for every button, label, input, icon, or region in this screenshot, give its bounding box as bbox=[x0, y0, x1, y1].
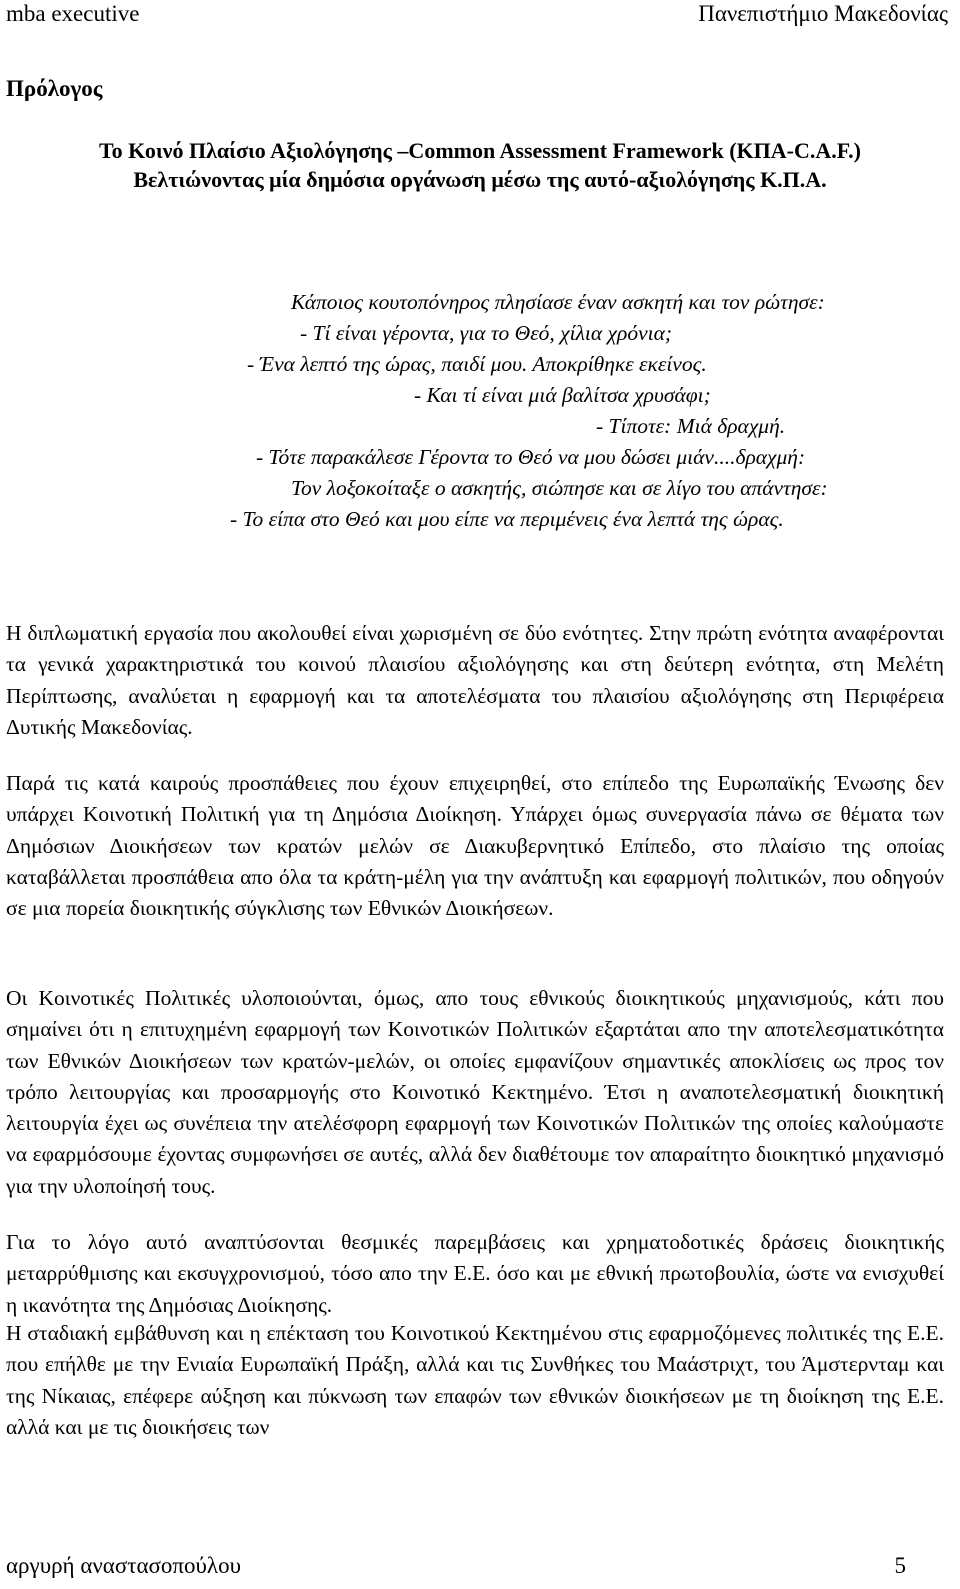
poem-line: Τον λοξοκοίταξε ο ασκητής, σιώπησε και σε λίγο του απάντησε: bbox=[291, 476, 828, 500]
paragraph: Η σταδιακή εμβάθυνση και η επέκταση του Κοινοτικού Κεκτημένου στις εφαρμοζόμενες πολιτικές της Ε.Ε. που επήλθε με την Ενιαία Ευρωπαϊκή Πράξη, αλλά και τις Συνθήκες του Μαάστριχτ, του Άμστερνταμ και της Νίκαιας, επέφερε αύξηση και πύκνωση των επαφών των εθνικών διοικήσεων με τη διοίκηση της Ε.Ε. αλλά και με τις διοικήσεις των bbox=[6, 1321, 944, 1439]
header-program: mba executive bbox=[6, 1, 140, 26]
document-title bbox=[0, 136, 960, 194]
paragraph: Για το λόγο αυτό αναπτύσονται θεσμικές παρεμβάσεις και χρηματοδοτικές δράσεις διοικητικής μεταρρύθμισης και εκσυγχρονισμού, τόσο απο την Ε.Ε. όσο και με εθνική πρωτοβουλία, ώστε να ενισχυθεί η ικανότητα της Δημόσιας Διοίκησης. bbox=[6, 1230, 944, 1317]
title-line-1: Το Κοινό Πλαίσιο Αξιολόγησης –Common Assessment Framework (ΚΠΑ-C.A.F.) bbox=[98, 138, 862, 163]
title-line-2: Βελτιώνοντας μία δημόσια οργάνωση μέσω της αυτό-αξιολόγησης Κ.Π.Α. bbox=[133, 167, 827, 192]
footer-author: αργυρή αναστασοπούλου bbox=[6, 1553, 241, 1578]
paragraph: Παρά τις κατά καιρούς προσπάθειες που έχουν επιχειρηθεί, στο επίπεδο της Ευρωπαϊκής Ένωσης δεν υπάρχει Κοινοτική Πολιτική για τη Δημόσια Διοίκηση. Υπάρχει όμως συνεργασία πάνω σε θέματα των Δημόσιων Διοικήσεων των κρατών μελών σε Διακυβερνητικό Επίπεδο, στο πλαίσιο της οποίας καταβάλλεται προσπάθεια απο όλα τα κράτη-μέλη για την ανάπτυξη και εφαρμογή πολιτικών, που οδηγούν σε μια πορεία διοικητικής σύγκλισης των Εθνικών Διοικήσεων. bbox=[6, 771, 944, 921]
page-footer bbox=[6, 1552, 906, 1582]
header-university: Πανεπιστήμιο Μακεδονίας bbox=[698, 1, 948, 26]
poem-line: - Τί είναι γέροντα, για το Θεό, χίλια χρόνια; bbox=[300, 321, 673, 345]
section-heading: Πρόλογος bbox=[6, 76, 103, 101]
poem-line: - Και τί είναι μιά βαλίτσα χρυσάφι; bbox=[414, 383, 711, 407]
page-header bbox=[6, 0, 948, 30]
poem-line: - Τίποτε: Μιά δραχμή. bbox=[596, 414, 786, 438]
poem-line: Κάποιος κουτοπόνηρος πλησίασε έναν ασκητή και τον ρώτησε: bbox=[291, 290, 825, 314]
paragraph: Οι Κοινοτικές Πολιτικές υλοποιούνται, όμως, απο τους εθνικούς διοικητικούς μηχανισμούς, κάτι που σημαίνει ότι η επιτυχημένη εφαρμογή των Κοινοτικών Πολιτικών εξαρτάται απο την αποτελεσματικότητα των Εθνικών Διοικήσεων των κρατών-μελών, οι οποίες εμφανίζουν σημαντικές αποκλίσεις ως προς τον τρόπο λειτουργίας και προσαρμογής στο Κοινοτικό Κεκτημένο. Έτσι η αναποτελεσματική διοικητική λειτουργία έχει ως συνέπεια την ατελέσφορη εφαρμογή των Κοινοτικών Πολιτικών της οποίες καλούμαστε να εφαρμόσουμε έχοντας συμφωνήσει σε αυτές, αλλά δεν διαθέτουμε τον απαραίτητο διοικητικό μηχανισμό για την υλοποίησή τους. bbox=[6, 986, 944, 1198]
paragraph: Η διπλωματική εργασία που ακολουθεί είναι χωρισμένη σε δύο ενότητες. Στην πρώτη ενότητα αναφέρονται τα γενικά χαρακτηριστικά του κοινού πλαισίου αξιολόγησης και στη δεύτερη ενότητα, στη Μελέτη Περίπτωσης, αναλύεται η εφαρμογή και τα αποτελέσματα του πλαισίου αξιολόγησης στη Περιφέρεια Δυτικής Μακεδονίας. bbox=[6, 621, 944, 739]
page-number: 5 bbox=[894, 1553, 906, 1578]
poem-line: - Τότε παρακάλεσε Γέροντα το Θεό να μου δώσει μιάν....δραχμή: bbox=[256, 445, 806, 469]
poem-line: - Το είπα στο Θεό και μου είπε να περιμένεις ένα λεπτά της ώρας. bbox=[230, 507, 784, 531]
poem-line: - Ένα λεπτό της ώρας, παιδί μου. Αποκρίθηκε εκείνος. bbox=[247, 352, 707, 376]
